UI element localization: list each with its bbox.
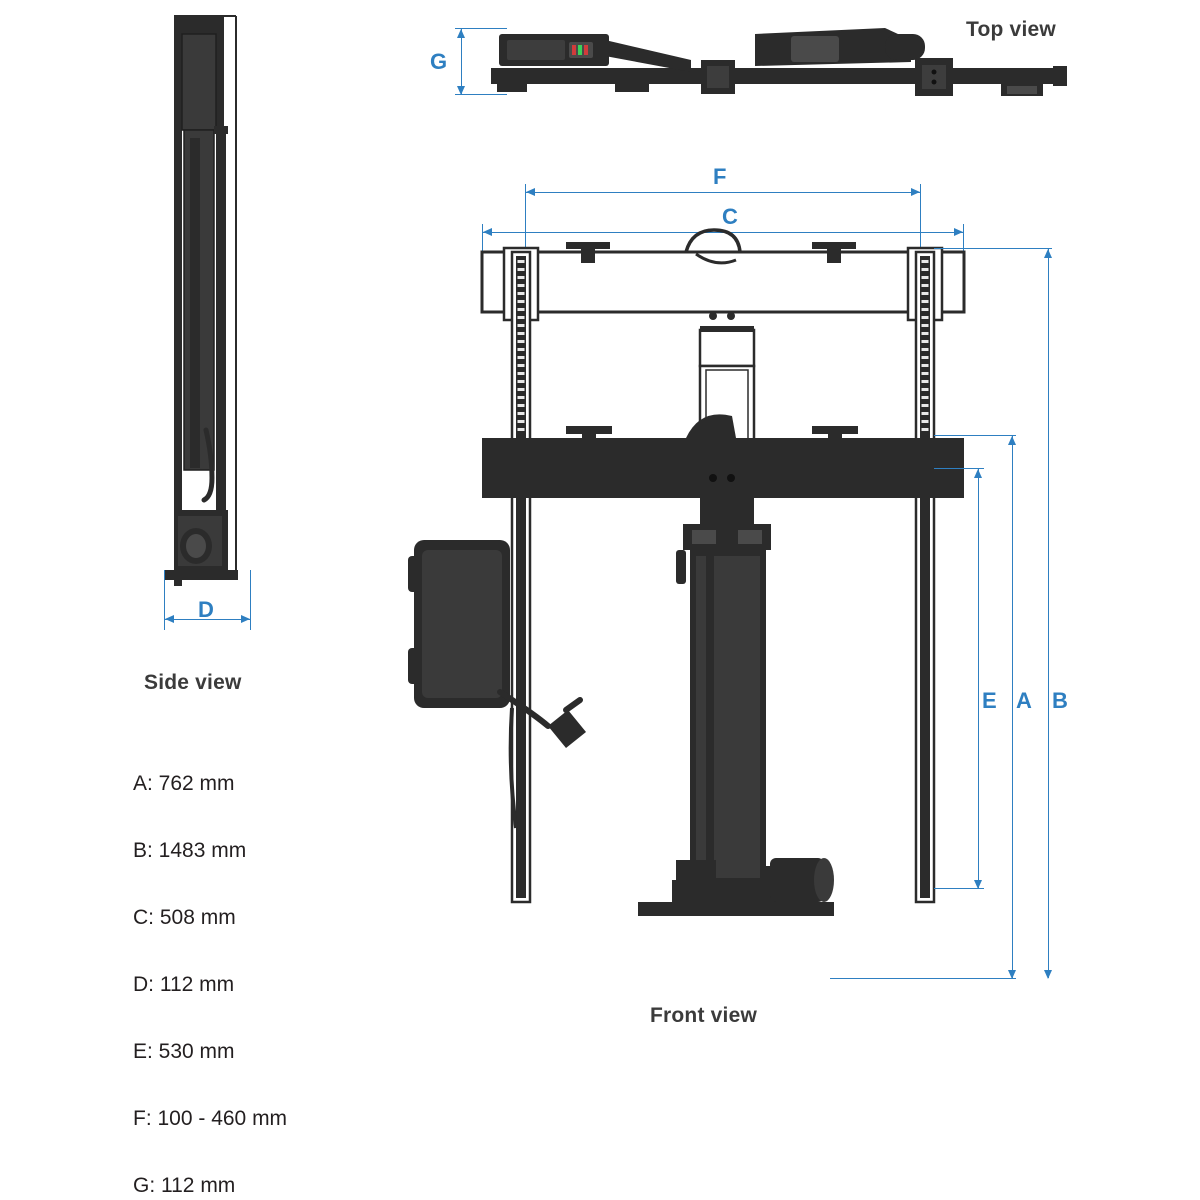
dimension-label-b: B [1052,688,1068,713]
front-extension-a-top [934,435,1016,436]
dimension-a-arrow-bottom [1008,970,1016,979]
front-view-drawing [400,230,1100,1010]
dimension-label-g: G [430,49,448,74]
dimension-line-b [1048,248,1049,978]
legend-item-g: G: 112 mm [133,1174,236,1197]
dimension-d-arrow-left [165,615,174,623]
dimension-label-d: D [198,597,214,622]
front-extension-a-bottom [830,978,1016,979]
front-view-group [400,164,1100,1000]
dimension-b-arrow-top [1044,249,1052,258]
dimension-label-e: E [982,688,997,713]
legend-item-c: C: 508 mm [133,906,236,929]
dimension-d-arrow-right [241,615,250,623]
dimension-label-f: F [713,164,727,189]
dimension-e-arrow-top [974,469,982,478]
side-view-drawing [150,10,340,630]
top-view-label: Top view [966,18,1056,41]
dimension-e-arrow-bottom [974,880,982,889]
legend-item-a: A: 762 mm [133,772,235,795]
side-view-label: Side view [144,671,242,694]
legend-item-e: E: 530 mm [133,1040,235,1063]
dimension-g-arrow-top [457,29,465,38]
front-view-label: Front view [650,1004,758,1027]
legend-item-f: F: 100 - 460 mm [133,1107,288,1130]
legend-item-b: B: 1483 mm [133,839,247,862]
dimension-line-f [525,192,920,193]
side-view-extension-right [250,570,251,630]
dimension-f-arrow-right [911,188,920,196]
dimension-line-a [1012,435,1013,978]
front-extension-b-top [934,248,1052,249]
dimension-legend [133,772,473,1198]
dimension-line-e [978,468,979,888]
dimension-label-a: A [1016,688,1032,713]
legend-item-d: D: 112 mm [133,973,235,996]
dimension-a-arrow-top [1008,436,1016,445]
dimension-g-arrow-bottom [457,86,465,95]
dimension-b-arrow-bottom [1044,970,1052,979]
dimension-label-c: C [722,204,738,229]
side-view-group [150,10,340,630]
dimension-f-arrow-left [526,188,535,196]
